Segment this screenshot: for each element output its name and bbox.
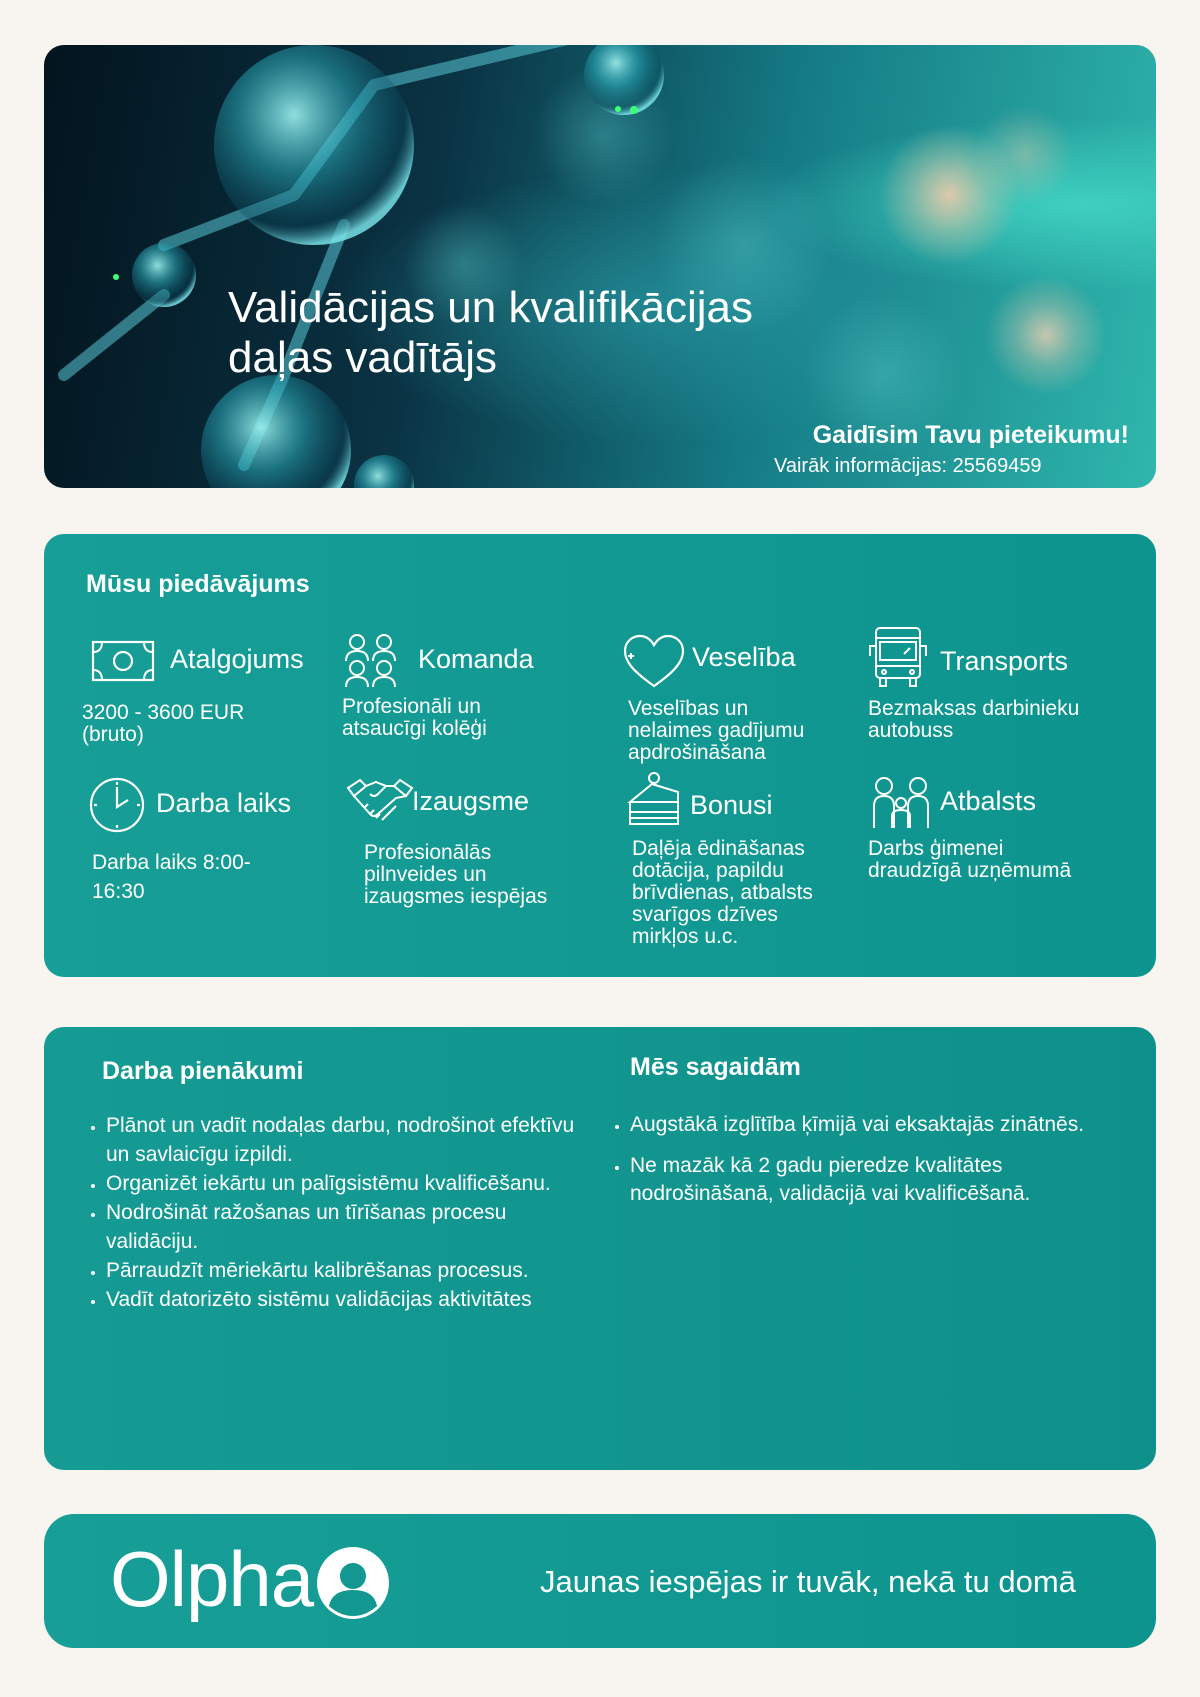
footer-banner [44, 1514, 1156, 1648]
bus-icon [868, 626, 928, 688]
handshake-icon [346, 774, 414, 832]
slogan: Jaunas iespējas ir tuvāk, nekā tu domā [540, 1564, 1076, 1599]
contact-info: Vairāk informācijas: 25569459 [774, 455, 1042, 477]
benefit-desc: Daļēja ēdināšanas dotācija, papildu brīvdienas, atbalsts svarīgos dzīves mirkļos u.c. [632, 837, 813, 948]
benefit-desc: Profesionālās pilnveides un izaugsmes iespējas [364, 841, 548, 908]
logo-person-icon [314, 1544, 392, 1622]
job-title: Validācijas un kvalifikācijas daļas vadītājs [228, 283, 753, 382]
cake-icon [626, 770, 682, 828]
benefit-title: Izaugsme [412, 786, 530, 816]
benefit-title: Darba laiks [156, 788, 292, 818]
list-item: • Ne mazāk kā 2 gadu pieredze kvalitātes nodrošināšanā, validācijā vai kvalificēšanā. [630, 1152, 1120, 1208]
company-logo: Olpha [110, 1535, 314, 1623]
benefit-desc: Profesionāli un atsaucīgi kolēģi [342, 695, 487, 740]
heart-icon [622, 634, 686, 690]
benefit-title: Atalgojums [170, 644, 304, 674]
duties-section [44, 1027, 1156, 1470]
benefit-desc: Bezmaksas darbinieku autobuss [868, 697, 1080, 742]
list-item: • Vadīt datorizēto sistēmu validācijas aktivitātes [106, 1285, 576, 1314]
benefit-desc: 3200 - 3600 EUR (bruto) [82, 701, 245, 746]
duties-list [80, 1111, 576, 1314]
list-item: • Organizēt iekārtu un palīgsistēmu kvalificēšanu. [106, 1169, 576, 1198]
banknote-icon [90, 638, 156, 686]
list-item: • Pārraudzīt mēriekārtu kalibrēšanas procesus. [106, 1256, 576, 1285]
offer-heading: Mūsu piedāvājums [86, 570, 310, 598]
expect-list [604, 1111, 1120, 1221]
family-icon [868, 774, 934, 830]
list-item: • Plānot un vadīt nodaļas darbu, nodrošinot efektīvu un savlaicīgu izpildi. [106, 1111, 576, 1169]
list-item: • Augstākā izglītība ķīmijā vai eksaktajās zinātnēs. [630, 1111, 1120, 1139]
benefit-desc: Darbs ģimenei draudzīgā uzņēmumā [868, 837, 1072, 882]
benefit-title: Atbalsts [940, 786, 1037, 816]
clock-icon [88, 776, 146, 834]
benefit-title: Bonusi [690, 790, 773, 820]
duties-heading: Darba pienākumi [102, 1057, 304, 1085]
benefit-desc: Veselības un nelaimes gadījumu apdrošināšana [628, 697, 805, 764]
benefit-desc: Darba laiks 8:00- 16:30 [92, 851, 251, 903]
benefit-title: Transports [940, 646, 1069, 676]
list-item: • Nodrošināt ražošanas un tīrīšanas procesu validāciju. [106, 1198, 576, 1256]
team-icon [342, 632, 402, 690]
call-to-action: Gaidīsim Tavu pieteikumu! [812, 421, 1129, 449]
offer-section [44, 534, 1156, 977]
expect-heading: Mēs sagaidām [630, 1053, 801, 1081]
benefit-title: Komanda [418, 644, 534, 674]
benefit-title: Veselība [692, 642, 796, 672]
hero-banner [44, 45, 1156, 488]
